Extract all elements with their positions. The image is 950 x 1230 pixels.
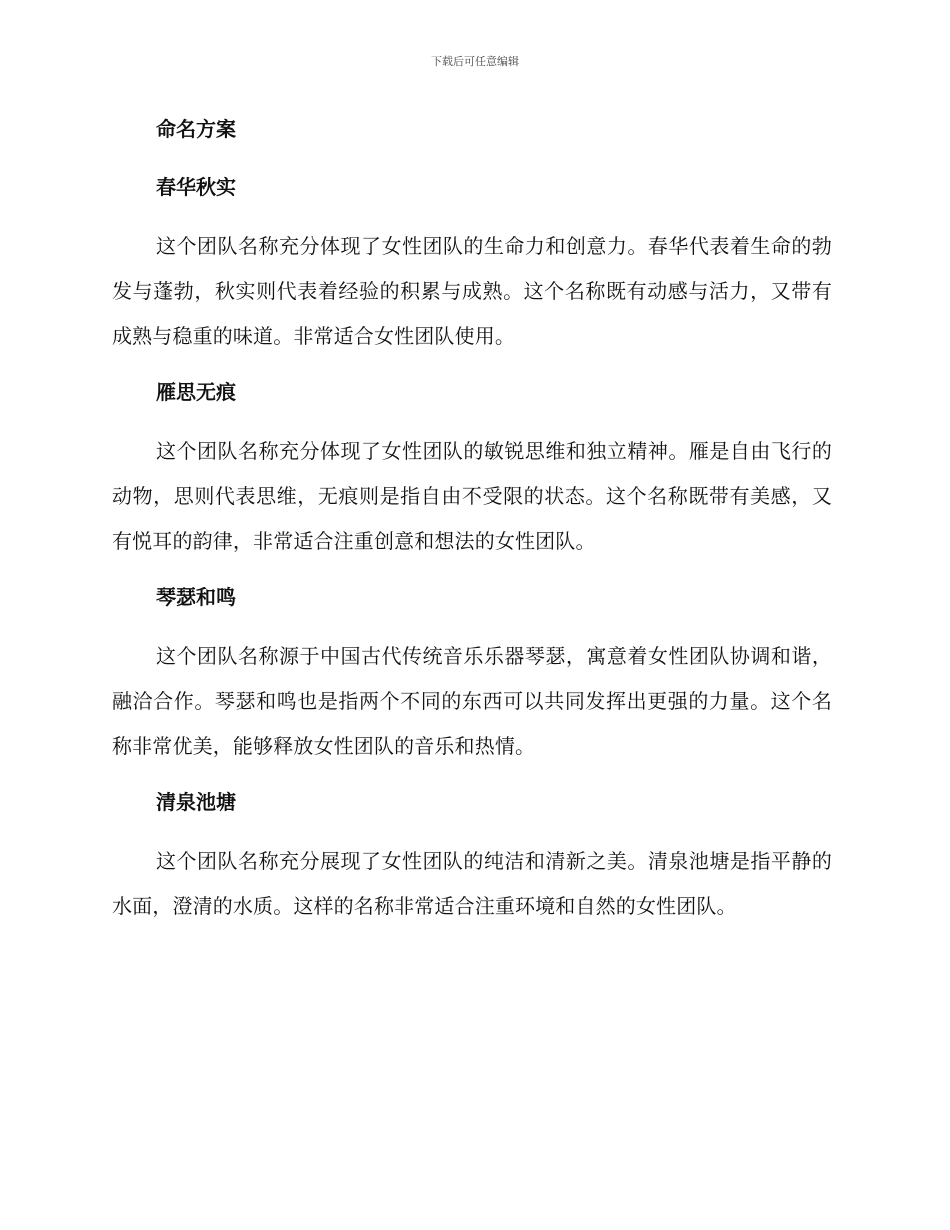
section-heading: 清泉池塘 bbox=[156, 790, 236, 814]
page-header: 下载后可任意编辑 bbox=[431, 55, 519, 68]
section-paragraph: 这个团队名称源于中国古代传统音乐乐器琴瑟，寓意着女性团队协调和谐，融洽合作。琴瑟和鸣也是指两个不同的东西可以共同发挥出更强的力量。这个名称非常优美，能够释放女性团队的音乐和热情。 bbox=[112, 644, 832, 758]
document-title: 命名方案 bbox=[156, 117, 236, 141]
document-body bbox=[112, 108, 832, 941]
section-paragraph: 这个团队名称充分体现了女性团队的生命力和创意力。春华代表着生命的勃发与蓬勃，秋实则代表着经验的积累与成熟。这个名称既有动感与活力，又带有成熟与稳重的味道。非常适合女性团队使用。 bbox=[112, 234, 832, 348]
section-heading: 雁思无痕 bbox=[156, 380, 236, 404]
section-paragraph: 这个团队名称充分体现了女性团队的敏锐思维和独立精神。雁是自由飞行的动物，思则代表思维，无痕则是指自由不受限的状态。这个名称既带有美感，又有悦耳的韵律，非常适合注重创意和想法的女性团队。 bbox=[112, 439, 832, 553]
section-heading: 春华秋实 bbox=[156, 175, 236, 199]
section-paragraph: 这个团队名称充分展现了女性团队的纯洁和清新之美。清泉池塘是指平静的水面，澄清的水质。这样的名称非常适合注重环境和自然的女性团队。 bbox=[112, 849, 832, 918]
section-heading: 琴瑟和鸣 bbox=[156, 585, 236, 609]
